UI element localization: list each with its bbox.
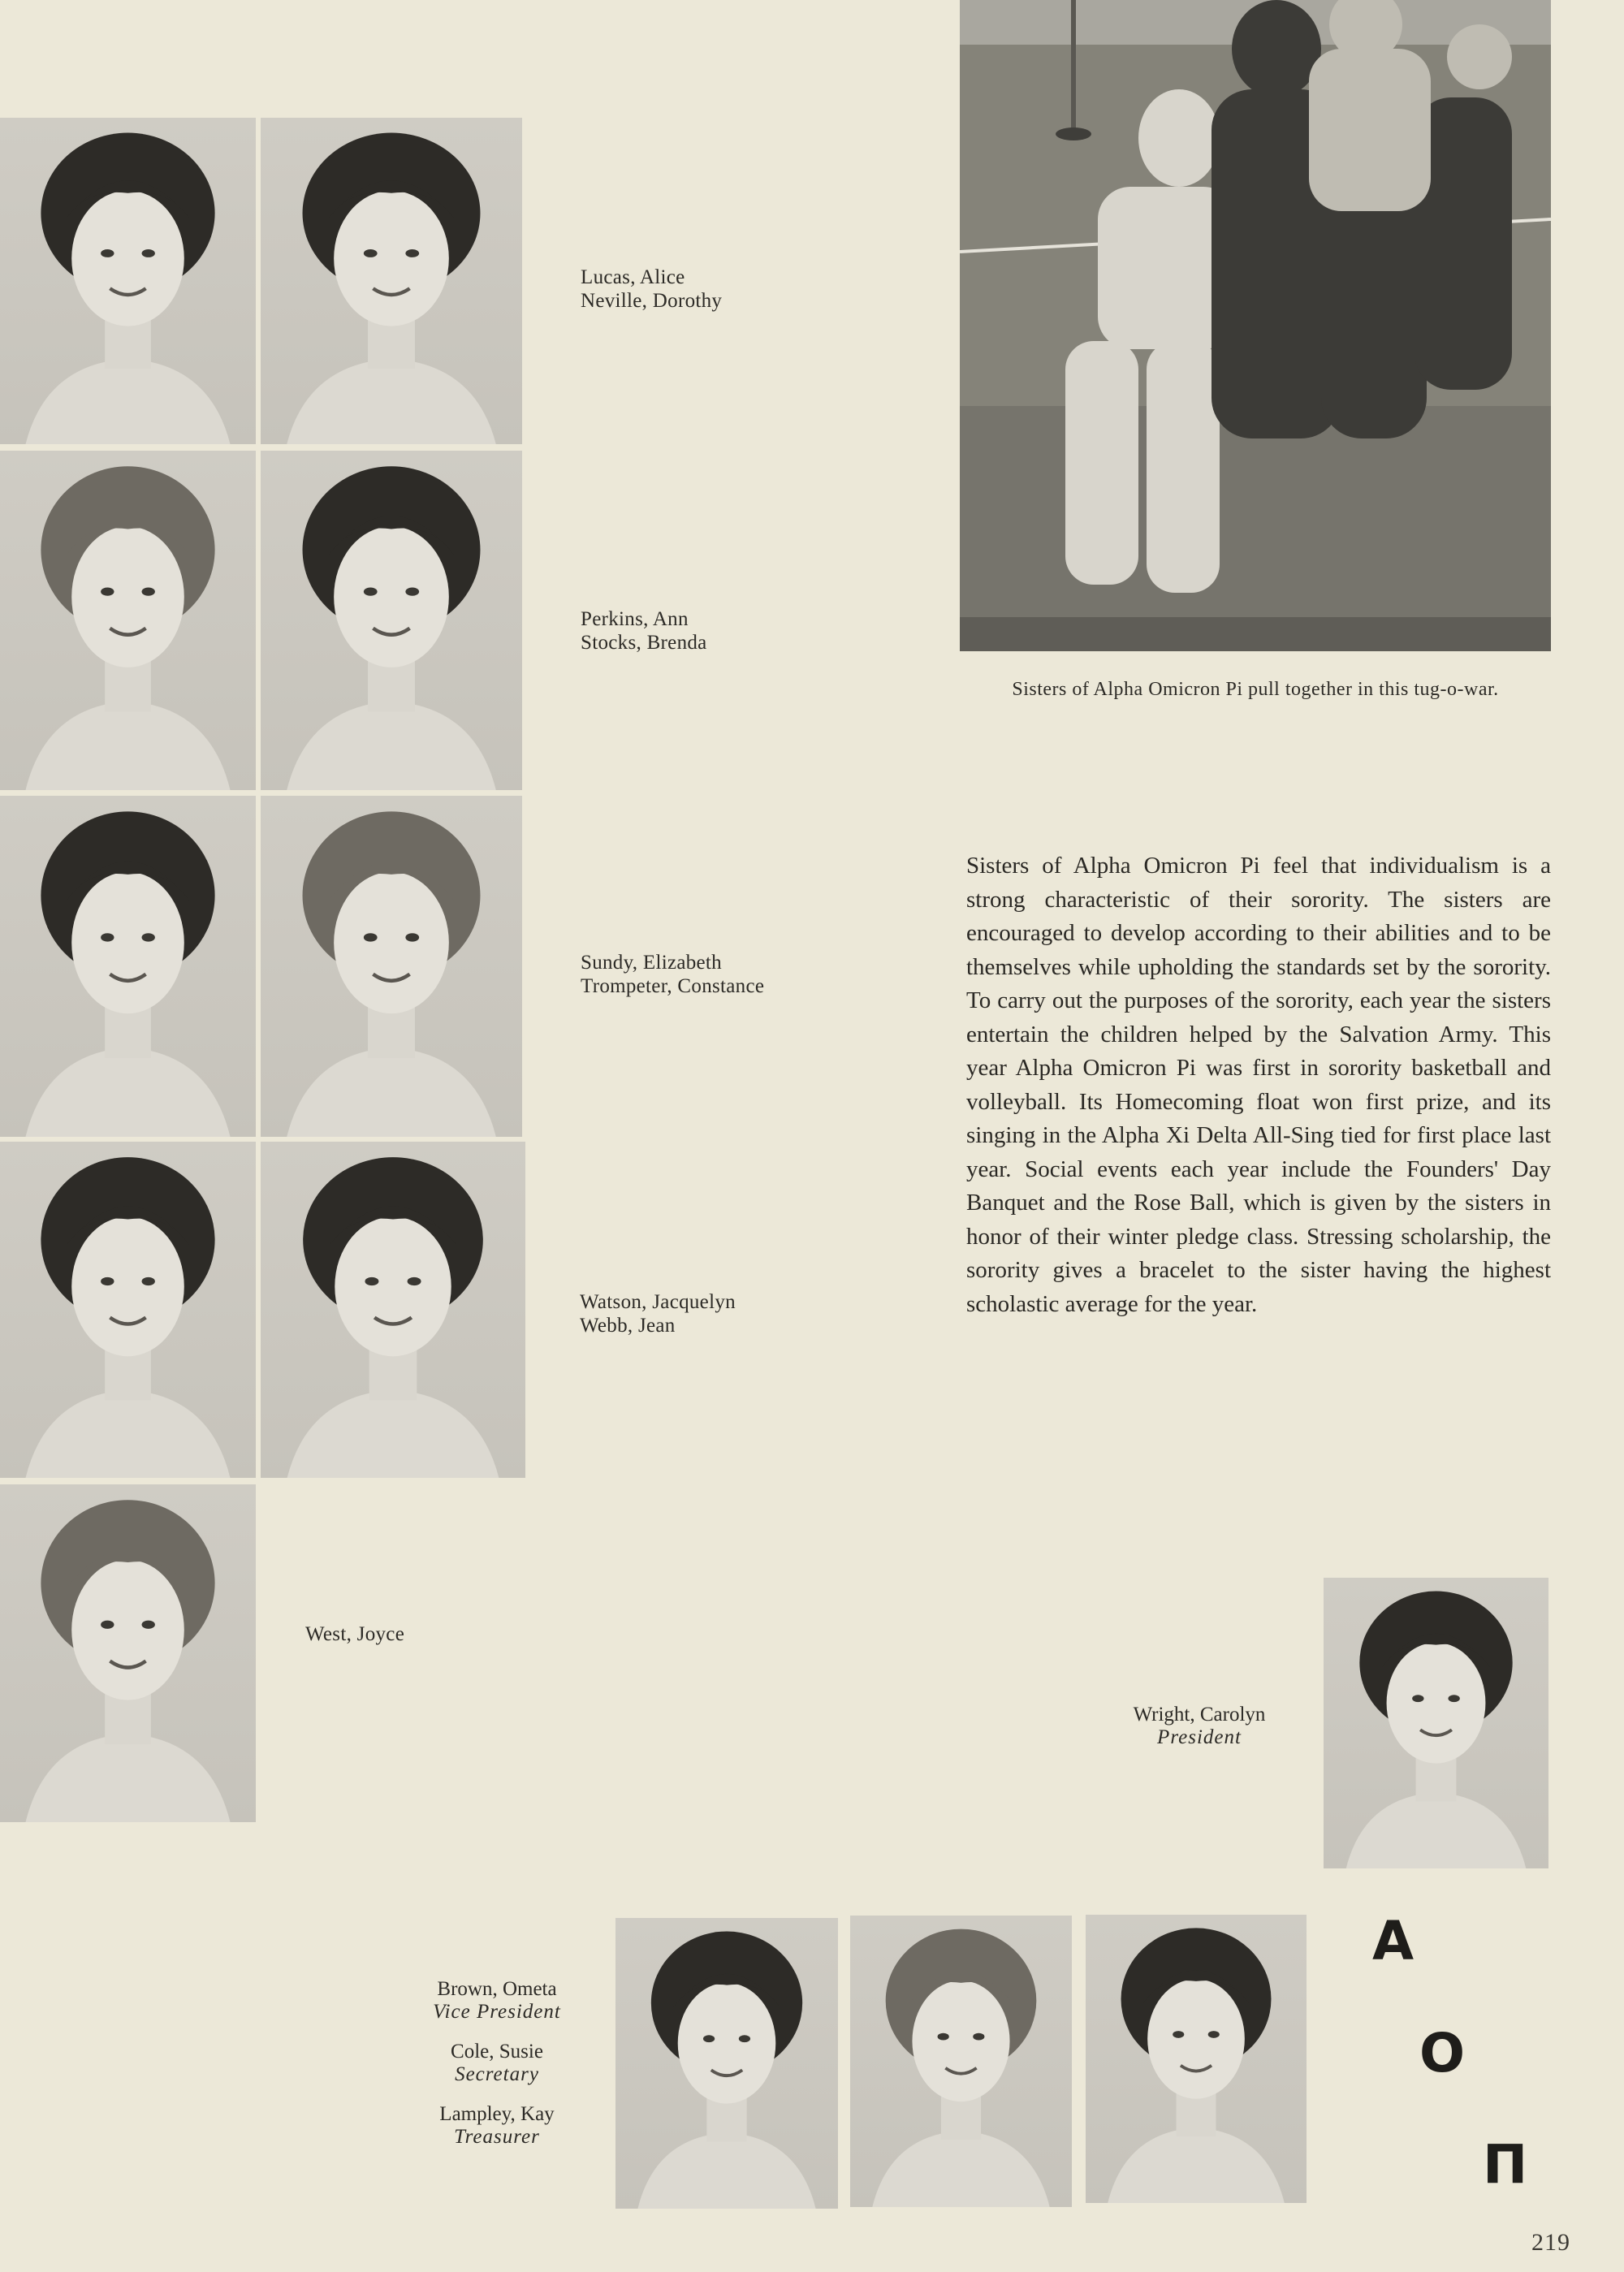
greek-letter-pi: Π [1483,2133,1528,2196]
portrait-silhouette [0,1142,256,1478]
name-group-5 [305,1622,404,1646]
greek-letter-alpha: A [1372,1910,1415,1972]
portrait-perkins-ann [0,451,256,790]
portrait-lucas-alice [0,118,256,444]
portrait-wright-carolyn [1324,1578,1548,1868]
portrait-sundy-elizabeth [0,796,256,1137]
name-lucas-alice: Lucas, Alice [581,266,685,288]
officer-treasurer [404,2103,590,2149]
name-neville-dorothy: Neville, Dorothy [581,290,723,312]
name-group-2 [581,607,707,654]
portrait-silhouette [0,118,256,444]
photo-illustration [960,0,1551,651]
officer-vice-president [404,1978,590,2024]
portrait-watson-jacquelyn [0,1142,256,1478]
portrait-silhouette [261,118,522,444]
name-webb-jean: Webb, Jean [580,1315,676,1337]
officer-secretary [404,2041,590,2086]
name-group-1 [581,266,722,313]
portrait-trompeter-constance [261,796,522,1137]
officer-name: Lampley, Kay [439,2103,555,2125]
portrait-silhouette [261,796,522,1137]
portrait-silhouette [0,796,256,1137]
name-watson-jacquelyn: Watson, Jacquelyn [580,1291,736,1313]
portrait-cole-susie [850,1916,1072,2207]
sorority-description: Sisters of Alpha Omicron Pi feel that individualism is a strong characteristic of their sorority. The sisters are encouraged to develop according to their abilities and to be themselves while upholding the standards set by the sorority. To carry out the purposes of the sorority, each year the sisters entertain the children helped by the Salvation Army. This year Alpha Omicron Pi was first in sorority basketball and volleyball. Its Homecoming float won first prize, and its singing in the Alpha Xi Delta All-Sing tied for first place last year. Social events each year include the Founders' Day Banquet and the Rose Ball, which is given by the sisters in honor of their winter pledge class. Stressing scholarship, the sorority gives a bracelet to the sister having the highest scholastic average for the year. [966,853,1551,1317]
name-stocks-brenda: Stocks, Brenda [581,632,707,654]
portrait-silhouette [0,1484,256,1822]
portrait-brown-ometa [615,1918,838,2209]
portrait-silhouette [850,1916,1072,2207]
name-sundy-elizabeth: Sundy, Elizabeth [581,952,722,974]
portrait-silhouette [261,1142,525,1478]
officer-role: Treasurer [454,2126,540,2148]
portrait-silhouette [1086,1915,1307,2203]
portrait-west-joyce [0,1484,256,1822]
portrait-silhouette [0,451,256,790]
tug-of-war-photo [960,0,1551,651]
portrait-webb-jean [261,1142,525,1478]
portrait-silhouette [1324,1578,1548,1868]
officer-name: Brown, Ometa [437,1978,557,2000]
name-group-4 [580,1290,736,1337]
name-group-3 [581,951,764,998]
greek-letter-omicron: O [1419,2022,1466,2084]
portrait-silhouette [261,451,522,790]
portrait-lampley-kay [1086,1915,1307,2203]
name-trompeter-constance: Trompeter, Constance [581,975,765,997]
name-west-joyce: West, Joyce [305,1623,405,1645]
page-number: 219 [1531,2229,1570,2256]
officer-name: Cole, Susie [451,2041,543,2063]
officer-role: Secretary [455,2063,539,2085]
officer-president [1098,1704,1301,1749]
officer-name: Wright, Carolyn [1133,1704,1266,1726]
name-perkins-ann: Perkins, Ann [581,608,689,630]
portrait-stocks-brenda [261,451,522,790]
officer-role: President [1157,1726,1242,1748]
officer-role: Vice President [433,2001,561,2023]
portrait-silhouette [615,1918,838,2209]
portrait-neville-dorothy [261,118,522,444]
photo-caption: Sisters of Alpha Omicron Pi pull together in this tug-o-war. [1012,679,1499,700]
